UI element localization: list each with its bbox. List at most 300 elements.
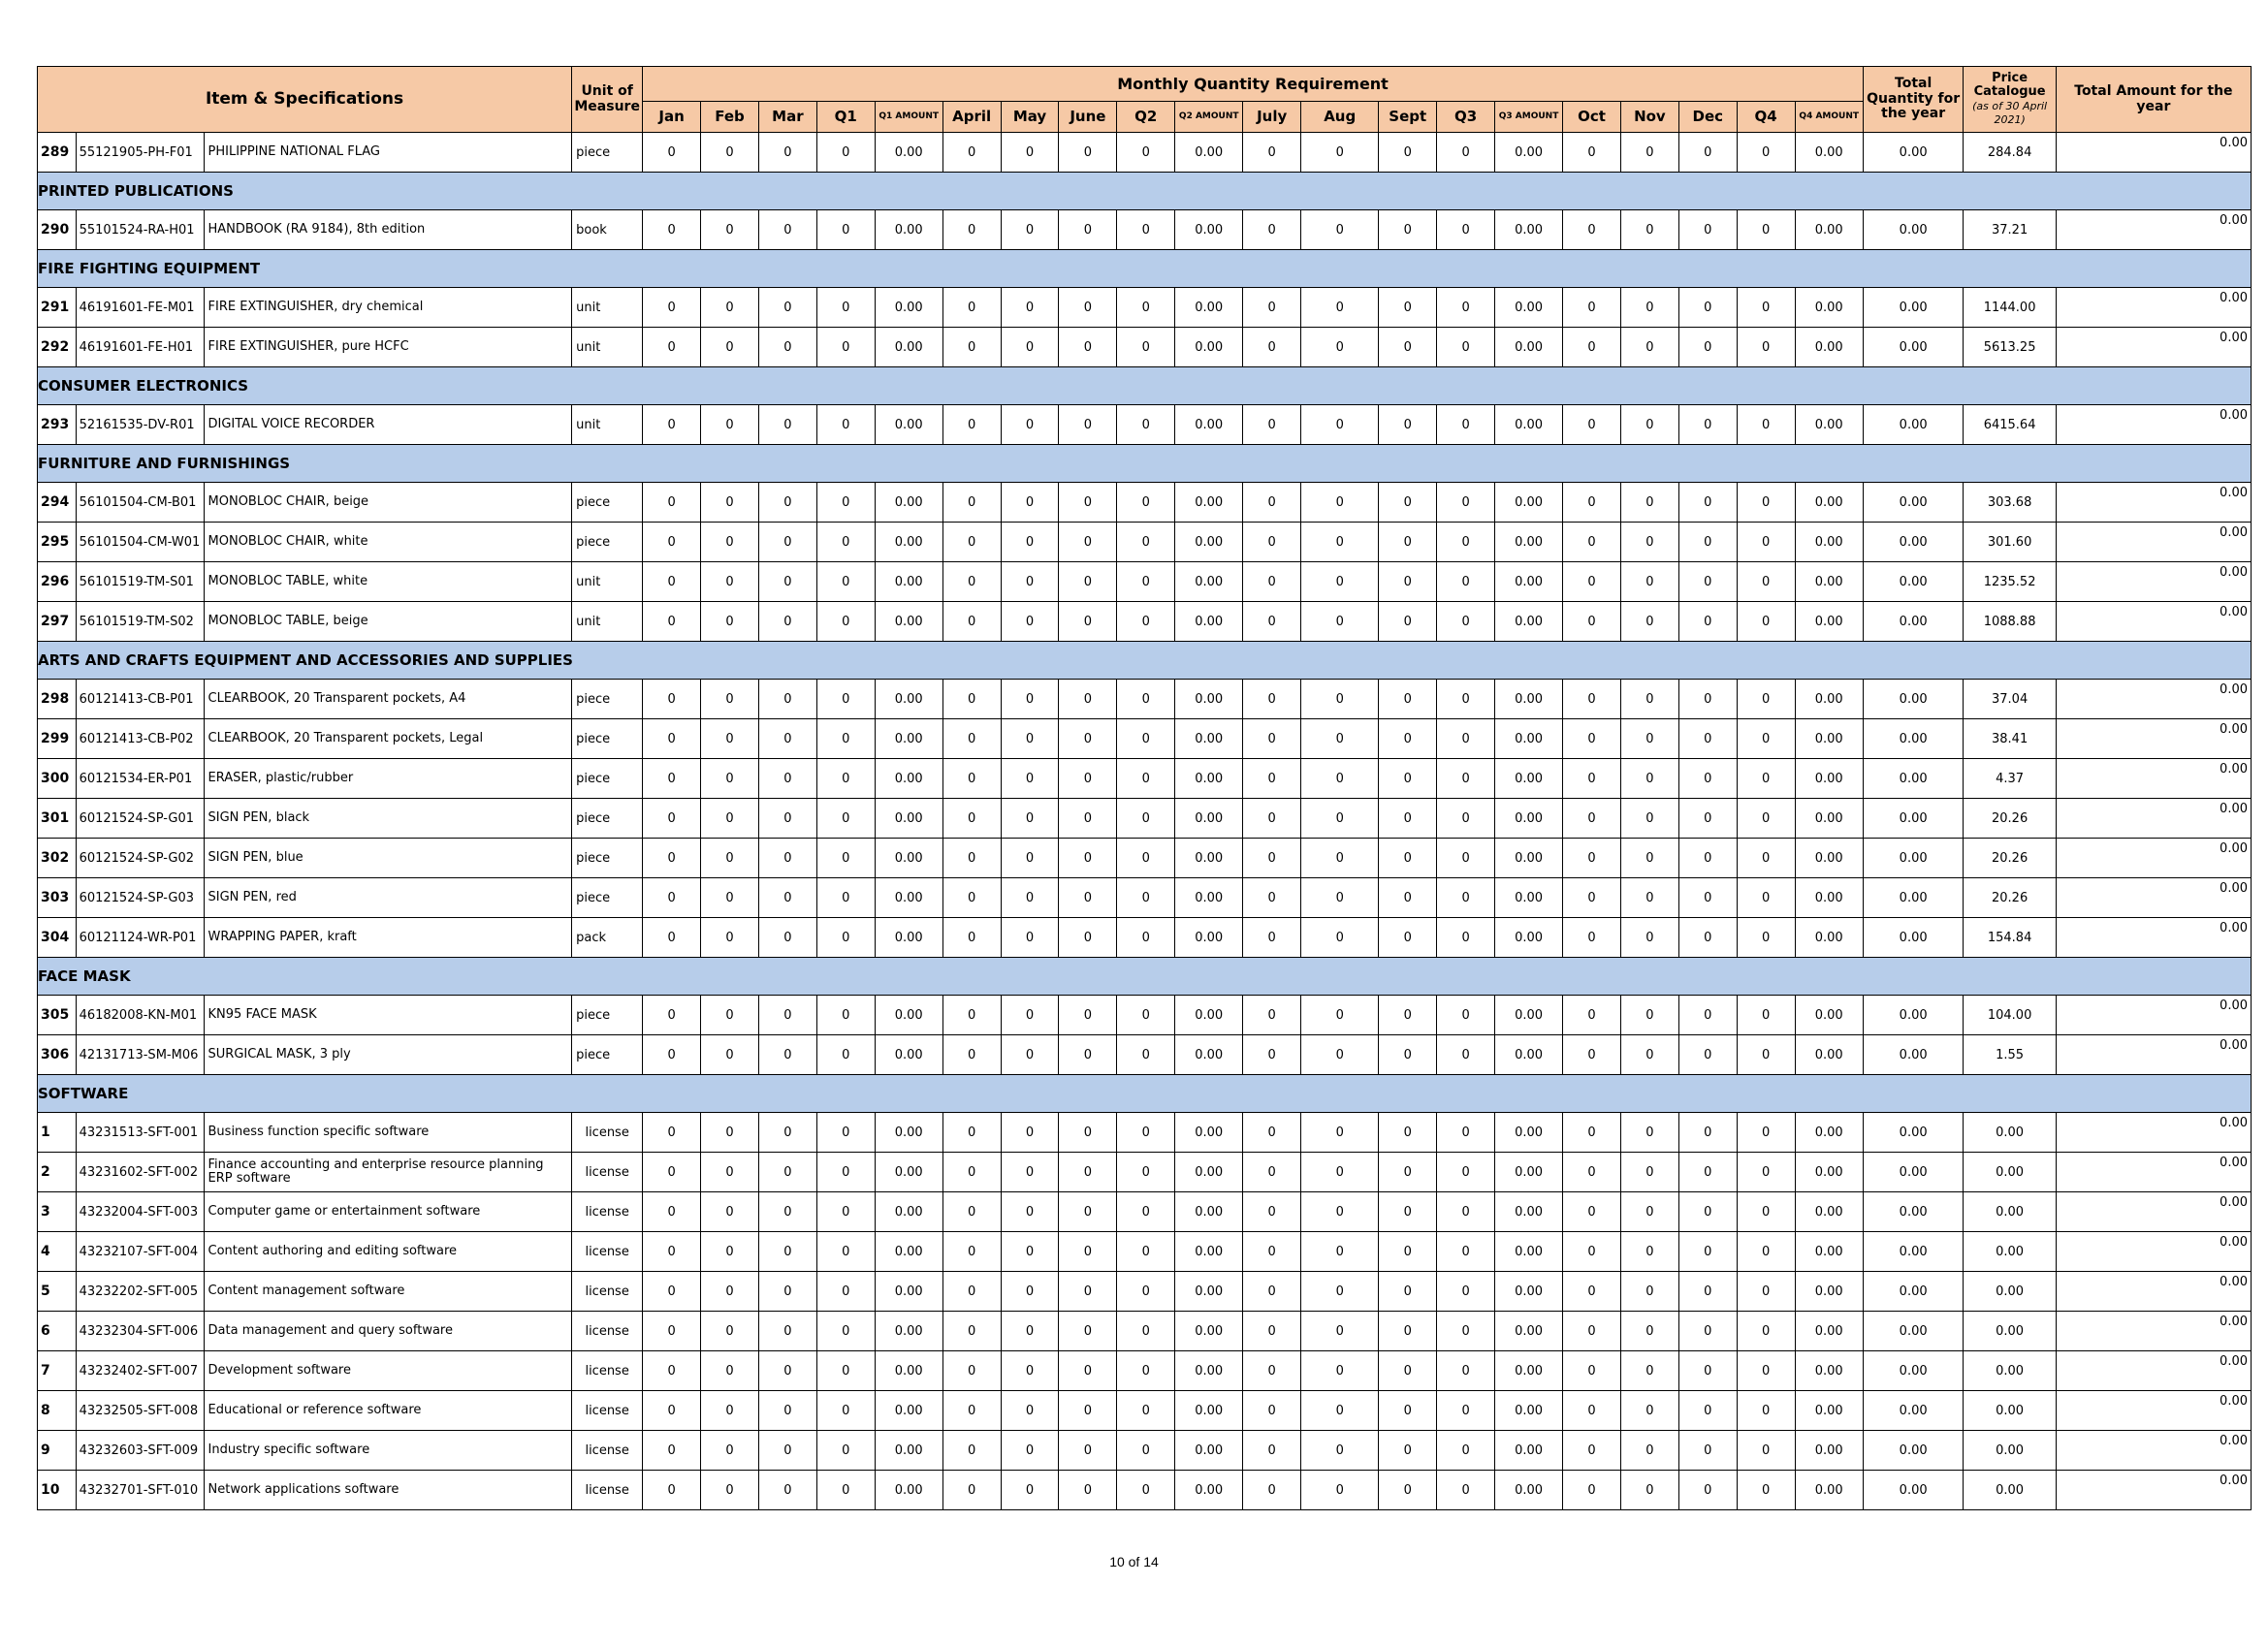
quantity-cell: 0 — [1737, 1035, 1795, 1075]
quantity-cell: 0 — [1737, 288, 1795, 328]
quantity-cell: 0 — [1059, 839, 1117, 878]
quarter-amount-cell: 0.00 — [875, 328, 942, 367]
quantity-cell: 0 — [816, 918, 875, 958]
quantity-cell: 0 — [1437, 1312, 1495, 1351]
quantity-cell: 0 — [1001, 1153, 1059, 1192]
item-unit: unit — [572, 562, 643, 602]
quantity-cell: 0 — [1301, 1431, 1379, 1471]
quarter-amount-cell: 0.00 — [875, 799, 942, 839]
quantity-cell: 0 — [1059, 918, 1117, 958]
quantity-cell: 0 — [1059, 1192, 1117, 1232]
item-description: ERASER, plastic/rubber — [204, 759, 572, 799]
item-code: 46191601-FE-H01 — [76, 328, 204, 367]
quarter-amount-cell: 0.00 — [875, 1153, 942, 1192]
quantity-cell: 0 — [1678, 1232, 1737, 1272]
quantity-cell: 0 — [1620, 405, 1678, 445]
quarter-amount-cell: 0.00 — [875, 680, 942, 719]
quarter-amount-cell: 0.00 — [1795, 719, 1863, 759]
item-number: 304 — [38, 918, 77, 958]
quantity-cell: 0 — [1737, 1471, 1795, 1510]
quantity-cell: 0 — [1117, 799, 1175, 839]
quantity-cell: 0 — [1563, 1153, 1621, 1192]
header-nov: Nov — [1620, 102, 1678, 133]
quantity-cell: 0 — [816, 1471, 875, 1510]
quantity-cell: 0 — [1737, 719, 1795, 759]
quarter-amount-cell: 0.00 — [1495, 1232, 1563, 1272]
quantity-cell: 0 — [758, 1312, 816, 1351]
item-code: 55101524-RA-H01 — [76, 210, 204, 250]
quantity-cell: 0 — [1301, 1153, 1379, 1192]
header-item-spec: Item & Specifications — [38, 67, 572, 133]
quantity-cell: 0 — [1059, 133, 1117, 173]
quantity-cell: 0 — [1059, 719, 1117, 759]
quantity-cell: 0 — [701, 210, 759, 250]
quantity-cell: 0 — [1563, 680, 1621, 719]
quarter-amount-cell: 0.00 — [1175, 1351, 1243, 1391]
quarter-amount-cell: 0.00 — [1175, 210, 1243, 250]
quarter-amount-cell: 0.00 — [875, 996, 942, 1035]
quantity-cell: 0 — [1737, 133, 1795, 173]
quarter-amount-cell: 0.00 — [1795, 523, 1863, 562]
quantity-cell: 0 — [643, 1272, 701, 1312]
quantity-cell: 0 — [1437, 1153, 1495, 1192]
quantity-cell: 0 — [643, 1431, 701, 1471]
item-description: Educational or reference software — [204, 1391, 572, 1431]
total-quantity-cell: 0.00 — [1863, 1272, 1964, 1312]
quarter-amount-cell: 0.00 — [1795, 602, 1863, 642]
quantity-cell: 0 — [701, 1113, 759, 1153]
quantity-cell: 0 — [1301, 133, 1379, 173]
quantity-cell: 0 — [1379, 799, 1437, 839]
total-amount-cell: 0.00 — [2056, 483, 2251, 523]
total-quantity-cell: 0.00 — [1863, 405, 1964, 445]
quantity-cell: 0 — [1059, 562, 1117, 602]
quarter-amount-cell: 0.00 — [1495, 1192, 1563, 1232]
quarter-amount-cell: 0.00 — [1495, 1471, 1563, 1510]
quantity-cell: 0 — [942, 210, 1001, 250]
quarter-amount-cell: 0.00 — [1495, 288, 1563, 328]
quantity-cell: 0 — [1678, 918, 1737, 958]
quantity-cell: 0 — [1678, 839, 1737, 878]
quantity-cell: 0 — [1563, 1351, 1621, 1391]
item-unit: unit — [572, 602, 643, 642]
category-label: ARTS AND CRAFTS EQUIPMENT AND ACCESSORIES AND SUPPLIES — [38, 642, 2252, 680]
header-may: May — [1001, 102, 1059, 133]
quantity-cell: 0 — [1437, 799, 1495, 839]
quantity-cell: 0 — [1737, 405, 1795, 445]
quantity-cell: 0 — [816, 562, 875, 602]
price-cell: 0.00 — [1964, 1351, 2056, 1391]
quarter-amount-cell: 0.00 — [875, 483, 942, 523]
total-amount-cell: 0.00 — [2056, 918, 2251, 958]
quantity-cell: 0 — [1117, 405, 1175, 445]
price-cell: 303.68 — [1964, 483, 2056, 523]
quantity-cell: 0 — [942, 996, 1001, 1035]
total-amount-cell: 0.00 — [2056, 1351, 2251, 1391]
quantity-cell: 0 — [758, 602, 816, 642]
price-cell: 1088.88 — [1964, 602, 2056, 642]
quarter-amount-cell: 0.00 — [1795, 759, 1863, 799]
quantity-cell: 0 — [1737, 996, 1795, 1035]
item-number: 306 — [38, 1035, 77, 1075]
quarter-amount-cell: 0.00 — [1175, 1232, 1243, 1272]
table-row — [38, 483, 2252, 523]
quantity-cell: 0 — [758, 1471, 816, 1510]
quantity-cell: 0 — [1117, 523, 1175, 562]
quantity-cell: 0 — [942, 133, 1001, 173]
quarter-amount-cell: 0.00 — [1175, 918, 1243, 958]
quantity-cell: 0 — [1059, 483, 1117, 523]
item-code: 60121534-ER-P01 — [76, 759, 204, 799]
quarter-amount-cell: 0.00 — [1175, 562, 1243, 602]
item-description: Finance accounting and enterprise resource planning ERP software — [204, 1153, 572, 1192]
item-unit: unit — [572, 328, 643, 367]
quarter-amount-cell: 0.00 — [1495, 759, 1563, 799]
quantity-cell: 0 — [1620, 1391, 1678, 1431]
page-number: 10 of 14 — [1109, 1554, 1159, 1569]
item-unit: piece — [572, 759, 643, 799]
quantity-cell: 0 — [1379, 1272, 1437, 1312]
quarter-amount-cell: 0.00 — [1175, 878, 1243, 918]
quarter-amount-cell: 0.00 — [1175, 1113, 1243, 1153]
quantity-cell: 0 — [1059, 288, 1117, 328]
quantity-cell: 0 — [1737, 918, 1795, 958]
item-code: 46182008-KN-M01 — [76, 996, 204, 1035]
quantity-cell: 0 — [643, 799, 701, 839]
price-cell: 1144.00 — [1964, 288, 2056, 328]
quantity-cell: 0 — [1059, 523, 1117, 562]
quarter-amount-cell: 0.00 — [1795, 680, 1863, 719]
category-label: FURNITURE AND FURNISHINGS — [38, 445, 2252, 483]
quantity-cell: 0 — [701, 1035, 759, 1075]
item-code: 46191601-FE-M01 — [76, 288, 204, 328]
quantity-cell: 0 — [1737, 1312, 1795, 1351]
quarter-amount-cell: 0.00 — [1495, 719, 1563, 759]
quantity-cell: 0 — [816, 878, 875, 918]
quarter-amount-cell: 0.00 — [1795, 288, 1863, 328]
quantity-cell: 0 — [758, 1192, 816, 1232]
quantity-cell: 0 — [1059, 799, 1117, 839]
quantity-cell: 0 — [643, 759, 701, 799]
total-quantity-cell: 0.00 — [1863, 288, 1964, 328]
item-description: MONOBLOC TABLE, white — [204, 562, 572, 602]
item-description: MONOBLOC CHAIR, beige — [204, 483, 572, 523]
quantity-cell: 0 — [1678, 1192, 1737, 1232]
quantity-cell: 0 — [1563, 133, 1621, 173]
quantity-cell: 0 — [1001, 799, 1059, 839]
quantity-cell: 0 — [1620, 680, 1678, 719]
item-code: 56101519-TM-S02 — [76, 602, 204, 642]
total-quantity-cell: 0.00 — [1863, 1192, 1964, 1232]
quantity-cell: 0 — [1001, 1471, 1059, 1510]
quarter-amount-cell: 0.00 — [1495, 483, 1563, 523]
header-jan: Jan — [643, 102, 701, 133]
item-unit: piece — [572, 483, 643, 523]
quantity-cell: 0 — [1001, 1113, 1059, 1153]
quantity-cell: 0 — [1117, 1391, 1175, 1431]
quantity-cell: 0 — [1563, 1431, 1621, 1471]
quantity-cell: 0 — [758, 133, 816, 173]
quarter-amount-cell: 0.00 — [1495, 1431, 1563, 1471]
quantity-cell: 0 — [1001, 483, 1059, 523]
quantity-cell: 0 — [643, 878, 701, 918]
quantity-cell: 0 — [1379, 1391, 1437, 1431]
quantity-cell: 0 — [643, 210, 701, 250]
quantity-cell: 0 — [701, 1351, 759, 1391]
price-cell: 1235.52 — [1964, 562, 2056, 602]
category-row — [38, 445, 2252, 483]
quantity-cell: 0 — [1737, 1272, 1795, 1312]
quantity-cell: 0 — [1678, 1113, 1737, 1153]
quantity-cell: 0 — [1620, 1272, 1678, 1312]
quarter-amount-cell: 0.00 — [875, 562, 942, 602]
quantity-cell: 0 — [1243, 918, 1301, 958]
quantity-cell: 0 — [1620, 1471, 1678, 1510]
table-row — [38, 210, 2252, 250]
total-amount-cell: 0.00 — [2056, 996, 2251, 1035]
quantity-cell: 0 — [1678, 523, 1737, 562]
total-amount-cell: 0.00 — [2056, 1153, 2251, 1192]
quantity-cell: 0 — [643, 405, 701, 445]
table-row — [38, 878, 2252, 918]
quantity-cell: 0 — [1059, 759, 1117, 799]
item-number: 3 — [38, 1192, 77, 1232]
quantity-cell: 0 — [942, 523, 1001, 562]
quantity-cell: 0 — [701, 562, 759, 602]
header-q4-amount: Q4 AMOUNT — [1795, 102, 1863, 133]
table-row — [38, 719, 2252, 759]
quantity-cell: 0 — [1301, 680, 1379, 719]
item-code: 43232701-SFT-010 — [76, 1471, 204, 1510]
quantity-cell: 0 — [1620, 1153, 1678, 1192]
quarter-amount-cell: 0.00 — [1795, 328, 1863, 367]
item-description: Content authoring and editing software — [204, 1232, 572, 1272]
quantity-cell: 0 — [1001, 878, 1059, 918]
quantity-cell: 0 — [643, 680, 701, 719]
table-row — [38, 1192, 2252, 1232]
item-unit: license — [572, 1113, 643, 1153]
quantity-cell: 0 — [701, 483, 759, 523]
quantity-cell: 0 — [1563, 839, 1621, 878]
price-cell: 0.00 — [1964, 1272, 2056, 1312]
quantity-cell: 0 — [816, 133, 875, 173]
quarter-amount-cell: 0.00 — [1795, 1113, 1863, 1153]
quantity-cell: 0 — [1678, 1035, 1737, 1075]
header-sept: Sept — [1379, 102, 1437, 133]
item-unit: license — [572, 1471, 643, 1510]
item-unit: book — [572, 210, 643, 250]
price-cell: 0.00 — [1964, 1431, 2056, 1471]
quantity-cell: 0 — [1563, 1113, 1621, 1153]
quarter-amount-cell: 0.00 — [875, 878, 942, 918]
quantity-cell: 0 — [942, 759, 1001, 799]
price-cell: 0.00 — [1964, 1192, 2056, 1232]
quantity-cell: 0 — [1737, 1192, 1795, 1232]
quantity-cell: 0 — [1437, 405, 1495, 445]
item-unit: license — [572, 1312, 643, 1351]
quantity-cell: 0 — [1620, 523, 1678, 562]
quantity-cell: 0 — [1243, 483, 1301, 523]
quarter-amount-cell: 0.00 — [875, 1391, 942, 1431]
total-quantity-cell: 0.00 — [1863, 1351, 1964, 1391]
quantity-cell: 0 — [1243, 133, 1301, 173]
quantity-cell: 0 — [643, 1351, 701, 1391]
quantity-cell: 0 — [942, 1312, 1001, 1351]
item-description: FIRE EXTINGUISHER, pure HCFC — [204, 328, 572, 367]
item-description: DIGITAL VOICE RECORDER — [204, 405, 572, 445]
quantity-cell: 0 — [1678, 799, 1737, 839]
total-amount-cell: 0.00 — [2056, 562, 2251, 602]
quantity-cell: 0 — [1117, 1431, 1175, 1471]
quarter-amount-cell: 0.00 — [875, 1113, 942, 1153]
quantity-cell: 0 — [1243, 602, 1301, 642]
quantity-cell: 0 — [1737, 210, 1795, 250]
item-code: 43232402-SFT-007 — [76, 1351, 204, 1391]
quarter-amount-cell: 0.00 — [875, 523, 942, 562]
item-number: 8 — [38, 1391, 77, 1431]
item-description: MONOBLOC CHAIR, white — [204, 523, 572, 562]
item-code: 56101519-TM-S01 — [76, 562, 204, 602]
quantity-cell: 0 — [816, 288, 875, 328]
header-q3-amount: Q3 AMOUNT — [1495, 102, 1563, 133]
quantity-cell: 0 — [1437, 719, 1495, 759]
total-amount-cell: 0.00 — [2056, 1471, 2251, 1510]
header-q4: Q4 — [1737, 102, 1795, 133]
quantity-cell: 0 — [816, 1153, 875, 1192]
item-code: 43231602-SFT-002 — [76, 1153, 204, 1192]
total-amount-cell: 0.00 — [2056, 1232, 2251, 1272]
quarter-amount-cell: 0.00 — [875, 1192, 942, 1232]
quantity-cell: 0 — [1301, 1351, 1379, 1391]
quantity-cell: 0 — [758, 878, 816, 918]
quantity-cell: 0 — [942, 405, 1001, 445]
item-description: SURGICAL MASK, 3 ply — [204, 1035, 572, 1075]
quarter-amount-cell: 0.00 — [1495, 996, 1563, 1035]
quantity-cell: 0 — [1059, 1351, 1117, 1391]
quantity-cell: 0 — [758, 759, 816, 799]
quarter-amount-cell: 0.00 — [1175, 1272, 1243, 1312]
price-cell: 38.41 — [1964, 719, 2056, 759]
total-quantity-cell: 0.00 — [1863, 996, 1964, 1035]
quarter-amount-cell: 0.00 — [875, 1035, 942, 1075]
total-quantity-cell: 0.00 — [1863, 602, 1964, 642]
total-amount-cell: 0.00 — [2056, 878, 2251, 918]
item-unit: piece — [572, 719, 643, 759]
quantity-cell: 0 — [1243, 1153, 1301, 1192]
header-q2-amount: Q2 AMOUNT — [1175, 102, 1243, 133]
item-number: 305 — [38, 996, 77, 1035]
header-dec: Dec — [1678, 102, 1737, 133]
item-unit: license — [572, 1391, 643, 1431]
quantity-cell: 0 — [1437, 918, 1495, 958]
total-amount-cell: 0.00 — [2056, 602, 2251, 642]
quantity-cell: 0 — [1243, 523, 1301, 562]
item-number: 295 — [38, 523, 77, 562]
quantity-cell: 0 — [816, 210, 875, 250]
header-june: June — [1059, 102, 1117, 133]
quantity-cell: 0 — [701, 405, 759, 445]
price-cell: 6415.64 — [1964, 405, 2056, 445]
item-number: 303 — [38, 878, 77, 918]
table-row — [38, 523, 2252, 562]
quantity-cell: 0 — [1678, 1391, 1737, 1431]
quantity-cell: 0 — [1117, 996, 1175, 1035]
item-code: 42131713-SM-M06 — [76, 1035, 204, 1075]
quantity-cell: 0 — [1678, 680, 1737, 719]
total-quantity-cell: 0.00 — [1863, 839, 1964, 878]
quantity-cell: 0 — [1737, 562, 1795, 602]
quarter-amount-cell: 0.00 — [1795, 1232, 1863, 1272]
quantity-cell: 0 — [1001, 1391, 1059, 1431]
item-number: 297 — [38, 602, 77, 642]
quarter-amount-cell: 0.00 — [1795, 918, 1863, 958]
item-code: 56101504-CM-W01 — [76, 523, 204, 562]
quantity-cell: 0 — [1563, 1192, 1621, 1232]
header-april: April — [942, 102, 1001, 133]
item-description: Development software — [204, 1351, 572, 1391]
quantity-cell: 0 — [701, 719, 759, 759]
quantity-cell: 0 — [1117, 1113, 1175, 1153]
quantity-cell: 0 — [643, 1153, 701, 1192]
total-quantity-cell: 0.00 — [1863, 759, 1964, 799]
quarter-amount-cell: 0.00 — [1495, 1035, 1563, 1075]
quantity-cell: 0 — [701, 839, 759, 878]
quantity-cell: 0 — [643, 1312, 701, 1351]
quarter-amount-cell: 0.00 — [1175, 759, 1243, 799]
total-quantity-cell: 0.00 — [1863, 878, 1964, 918]
quarter-amount-cell: 0.00 — [1495, 210, 1563, 250]
quantity-cell: 0 — [1301, 1192, 1379, 1232]
quarter-amount-cell: 0.00 — [1175, 288, 1243, 328]
table-row — [38, 1431, 2252, 1471]
quantity-cell: 0 — [942, 918, 1001, 958]
quantity-cell: 0 — [701, 878, 759, 918]
quantity-cell: 0 — [758, 405, 816, 445]
quantity-cell: 0 — [701, 328, 759, 367]
item-description: SIGN PEN, blue — [204, 839, 572, 878]
quantity-cell: 0 — [1059, 1272, 1117, 1312]
quantity-cell: 0 — [1737, 839, 1795, 878]
quantity-cell: 0 — [1243, 878, 1301, 918]
item-code: 55121905-PH-F01 — [76, 133, 204, 173]
category-label: FIRE FIGHTING EQUIPMENT — [38, 250, 2252, 288]
price-cell: 154.84 — [1964, 918, 2056, 958]
table-row — [38, 1113, 2252, 1153]
quantity-cell: 0 — [1737, 799, 1795, 839]
quantity-cell: 0 — [758, 483, 816, 523]
quantity-cell: 0 — [1001, 288, 1059, 328]
item-code: 43232304-SFT-006 — [76, 1312, 204, 1351]
quantity-cell: 0 — [1059, 878, 1117, 918]
item-unit: license — [572, 1431, 643, 1471]
requirements-table — [37, 66, 2252, 1510]
quantity-cell: 0 — [1737, 483, 1795, 523]
quantity-cell: 0 — [1301, 405, 1379, 445]
header-total-amount: Total Amount for the year — [2056, 67, 2251, 133]
quarter-amount-cell: 0.00 — [1795, 878, 1863, 918]
quantity-cell: 0 — [816, 483, 875, 523]
quantity-cell: 0 — [643, 1232, 701, 1272]
quantity-cell: 0 — [1437, 483, 1495, 523]
quarter-amount-cell: 0.00 — [1495, 799, 1563, 839]
quantity-cell: 0 — [758, 839, 816, 878]
item-number: 10 — [38, 1471, 77, 1510]
quantity-cell: 0 — [1737, 1431, 1795, 1471]
quarter-amount-cell: 0.00 — [1175, 133, 1243, 173]
table-row — [38, 996, 2252, 1035]
quantity-cell: 0 — [1737, 680, 1795, 719]
item-description: Industry specific software — [204, 1431, 572, 1471]
